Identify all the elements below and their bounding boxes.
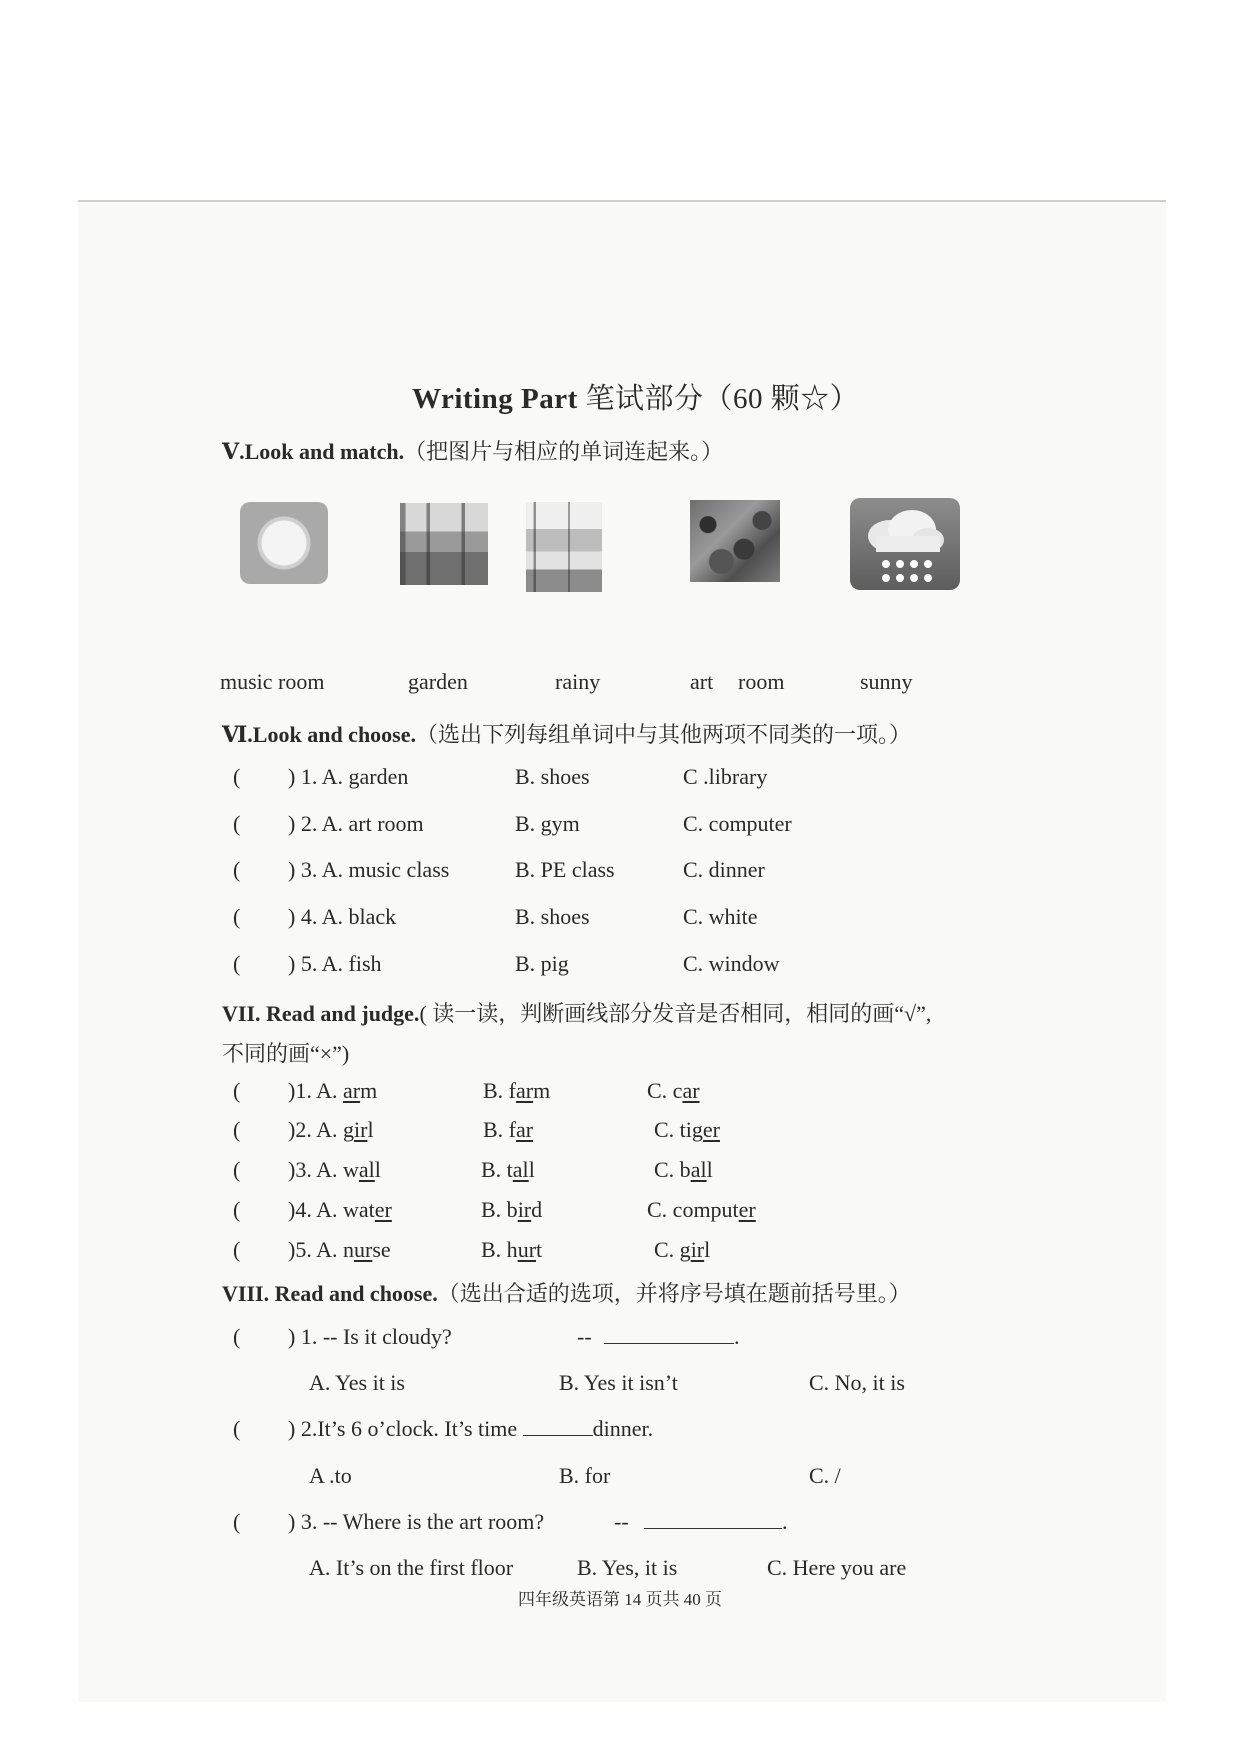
match-word: room (738, 669, 785, 694)
sun-icon (240, 502, 328, 584)
answer-paren[interactable]: ( (233, 1324, 241, 1349)
answer-paren[interactable]: ( (233, 857, 241, 882)
answer-paren[interactable]: ( (233, 951, 241, 976)
option-b: B. pig (515, 951, 569, 976)
option-b: B. hurt (481, 1237, 543, 1262)
option-c: C. girl (654, 1237, 711, 1262)
title-chinese: 笔试部分（60 颗☆） (585, 383, 860, 415)
option-c: C. car (647, 1078, 700, 1103)
option-b: B. Yes it isn’t (559, 1370, 678, 1395)
option-b: B. for (559, 1463, 611, 1488)
section-6-instruction: （选出下列每组单词中与其他两项不同类的一项。） (416, 722, 912, 747)
match-word: sunny (860, 669, 913, 694)
match-word: music room (220, 669, 325, 694)
option-b: B. gym (515, 811, 580, 836)
answer-paren[interactable]: ( (233, 1197, 241, 1222)
section-7-instruction: ( 读一读，判断画线部分发音是否相同，相同的画“√”, (419, 1001, 932, 1026)
question-6-1: ) 1. A. garden (288, 764, 409, 789)
option-b: B. shoes (515, 904, 590, 929)
section-8-title: VIII. Read and choose. (222, 1281, 438, 1306)
answer-blank[interactable]: . (604, 1324, 740, 1350)
section-5-heading (222, 435, 723, 466)
rain-cloud-graphic (850, 498, 960, 590)
answer-paren[interactable]: ( (233, 1117, 241, 1142)
question-7-1: )1. A. arm (288, 1078, 378, 1103)
question-7-3: )3. A. wall (288, 1157, 381, 1182)
question-7-4: )4. A. water (288, 1197, 392, 1222)
art-room-photo (526, 502, 602, 592)
option-a: A .to (309, 1463, 352, 1488)
section-7-instruction-cont (222, 1037, 349, 1068)
rain-cloud-icon (850, 498, 960, 590)
question-8-1: ) 1. -- Is it cloudy? (288, 1324, 452, 1349)
answer-blank[interactable] (523, 1417, 593, 1436)
garden-photo (690, 500, 780, 582)
option-c: C. computer (647, 1197, 756, 1222)
option-b: B. farm (483, 1078, 551, 1103)
answer-paren[interactable]: ( (233, 1078, 241, 1103)
option-a: A. Yes it is (309, 1370, 405, 1395)
option-b: B. far (483, 1117, 534, 1142)
option-b: B. PE class (515, 857, 615, 882)
page-footer: 四年级英语第 14 页共 40 页 (518, 1590, 722, 1609)
option-c: C. ball (654, 1157, 713, 1182)
section-6-title: Ⅵ.Look and choose. (222, 722, 417, 747)
section-8-instruction: （选出合适的选项，并将序号填在题前括号里。） (437, 1281, 911, 1306)
answer-paren[interactable]: ( (233, 1157, 241, 1182)
option-c: C. Here you are (767, 1555, 907, 1580)
answer-paren[interactable]: ( (233, 1509, 241, 1534)
option-c: C .library (683, 764, 768, 789)
answer-paren[interactable]: ( (233, 764, 241, 789)
answer-dash: -- (577, 1324, 592, 1349)
option-a: A. It’s on the first floor (309, 1555, 514, 1580)
section-8-heading (222, 1277, 911, 1308)
option-c: C. window (683, 951, 780, 976)
question-7-2: )2. A. girl (288, 1117, 374, 1142)
section-7-instruction-line2: 不同的画“×”) (222, 1041, 350, 1066)
option-b: B. Yes, it is (577, 1555, 678, 1580)
match-word: art (690, 669, 714, 694)
option-c: C. computer (683, 811, 792, 836)
question-6-4: ) 4. A. black (288, 904, 397, 929)
title-english: Writing Part (412, 383, 578, 415)
question-6-2: ) 2. A. art room (288, 811, 424, 836)
option-c: C. dinner (683, 857, 765, 882)
question-6-3: ) 3. A. music class (288, 857, 450, 882)
question-8-3: ) 3. -- Where is the art room? (288, 1509, 545, 1534)
option-b: B. tall (481, 1157, 535, 1182)
question-7-5: )5. A. nurse (288, 1237, 391, 1262)
answer-dash: -- (614, 1509, 629, 1534)
music-room-photo (400, 503, 488, 585)
answer-blank[interactable]: . (644, 1509, 788, 1535)
section-7-title: VII. Read and judge. (222, 1001, 420, 1026)
option-c: C. white (683, 904, 758, 929)
answer-paren[interactable]: ( (233, 811, 241, 836)
option-c: C. / (809, 1463, 841, 1488)
option-b: B. bird (481, 1197, 543, 1222)
option-b: B. shoes (515, 764, 590, 789)
match-word: garden (408, 669, 468, 694)
option-c: C. No, it is (809, 1370, 905, 1395)
answer-paren[interactable]: ( (233, 1237, 241, 1262)
section-5-instruction: （把图片与相应的单词连起来。） (404, 439, 724, 464)
section-7-heading (222, 997, 931, 1028)
section-6-heading (222, 718, 911, 749)
answer-paren[interactable]: ( (233, 904, 241, 929)
section-5-title: Ⅴ.Look and match. (222, 439, 405, 464)
page-title (412, 376, 859, 417)
question-8-2: ) 2.It’s 6 o’clock. It’s time dinner. (288, 1416, 654, 1441)
question-6-5: ) 5. A. fish (288, 951, 382, 976)
answer-paren[interactable]: ( (233, 1416, 241, 1441)
match-word: rainy (555, 669, 601, 694)
worksheet-page (78, 200, 1166, 1702)
option-c: C. tiger (654, 1117, 720, 1142)
